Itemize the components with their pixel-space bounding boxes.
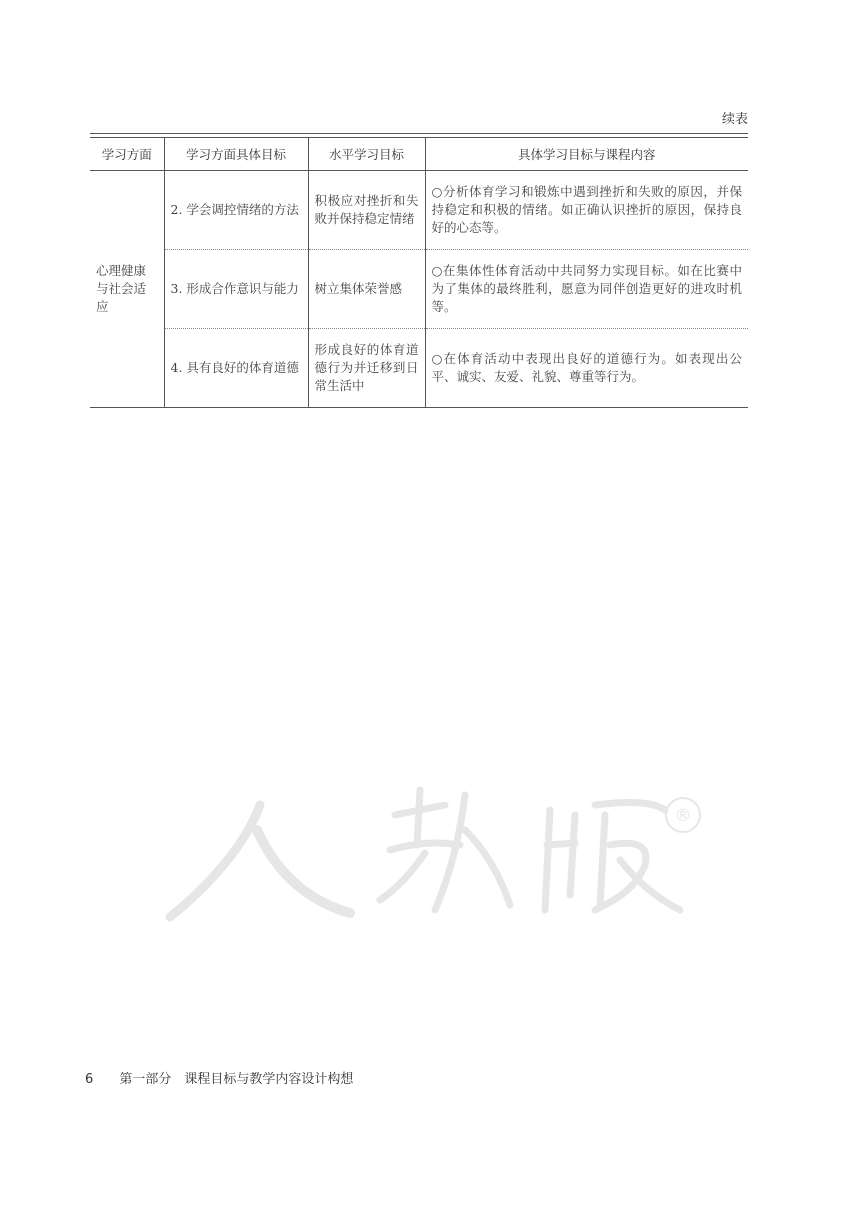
header-specific-goal: 学习方面具体目标 — [164, 138, 308, 171]
level-goal-cell: 树立集体荣誉感 — [308, 250, 425, 329]
content-cell: ○分析体育学习和锻炼中遇到挫折和失败的原因，并保持稳定和积极的情绪。如正确认识挫折的原因，保持良好的心态等。 — [425, 171, 748, 250]
continuation-label: 续表 — [721, 112, 748, 127]
content-cell: ○在集体性体育活动中共同努力实现目标。如在比赛中为了集体的最终胜利，愿意为同伴创造更好的进攻时机等。 — [425, 250, 748, 329]
specific-goal-cell: 3. 形成合作意识与能力 — [164, 250, 308, 329]
header-content: 具体学习目标与课程内容 — [425, 138, 748, 171]
specific-goal-cell: 2. 学会调控情绪的方法 — [164, 171, 308, 250]
page-footer — [85, 1068, 353, 1087]
curriculum-table-wrapper — [90, 133, 748, 408]
level-goal-cell: 形成良好的体育道德行为并迁移到日常生活中 — [308, 329, 425, 408]
header-aspect: 学习方面 — [90, 138, 164, 171]
table-row — [90, 250, 748, 329]
content-cell: ○在体育活动中表现出良好的道德行为。如表现出公平、诚实、友爱、礼貌、尊重等行为。 — [425, 329, 748, 408]
curriculum-table — [90, 137, 748, 408]
level-goal-cell: 积极应对挫折和失败并保持稳定情绪 — [308, 171, 425, 250]
table-header-row — [90, 138, 748, 171]
table-row — [90, 329, 748, 408]
header-level-goal: 水平学习目标 — [308, 138, 425, 171]
specific-goal-cell: 4. 具有良好的体育道德 — [170, 360, 299, 375]
watermark-registered-mark: ® — [674, 806, 692, 826]
page-number: 6 — [85, 1072, 94, 1087]
publisher-watermark — [165, 775, 725, 925]
section-title: 第一部分 课程目标与教学内容设计构想 — [119, 1072, 354, 1087]
aspect-cell: 心理健康与社会适应 — [90, 171, 164, 408]
table-row — [90, 171, 748, 250]
